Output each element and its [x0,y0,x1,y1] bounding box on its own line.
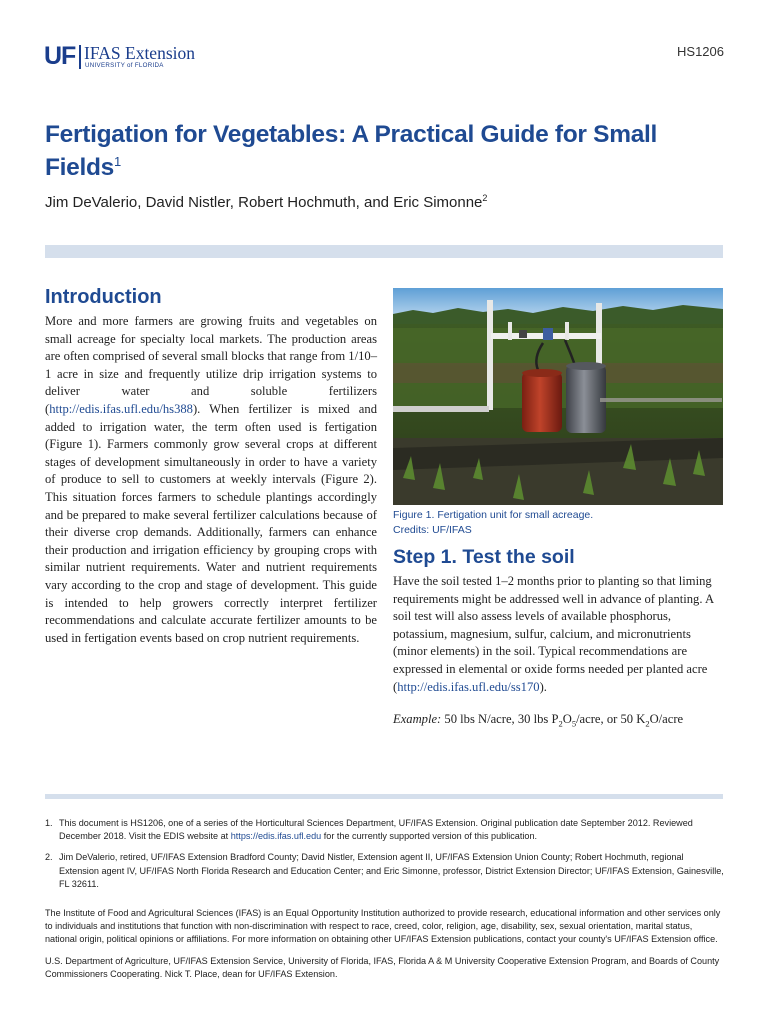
legal-equal-opportunity: The Institute of Food and Agricultural Sciences (IFAS) is an Equal Opportunity Institution authorized to provide research, educational information and other services only to individuals and institutions that function with non-discrimination with respect to race, creed, color, religion, age, disability, sex, sexual orientation, marital status, national origin, political opinions or affiliations. For more information on obtaining other UF/IFAS Extension publications, contact your county's UF/IFAS Extension office. [45,908,721,945]
step1-text-1: Have the soil tested 1–2 months prior to planting so that liming requirements might be addressed well in advance of planting. A soil test will also assess levels of available phosphorus, potassium, magnesium, sulfur, calcium, and micronutrients (minor elements) in the soil. Typical recommendations are expressed in elemental or oxide forms needed per planted acre ( [393,574,714,694]
page-title [45,118,735,184]
introduction-paragraph [45,313,377,647]
link-hs388[interactable]: http://edis.ifas.ufl.edu/hs388 [49,401,193,416]
title-footnote-mark: 1 [114,153,121,169]
footnote-number: 1. [45,818,53,828]
introduction-heading: Introduction [45,286,162,308]
introduction-body [45,313,377,647]
example-text-1: 50 lbs N/acre, 30 lbs P [441,712,559,726]
authors-text: Jim DeValerio, David Nistler, Robert Hochmuth, and Eric Simonne [45,194,483,211]
example-text-3: /acre, or 50 K [576,712,646,726]
footnote-2 [45,851,725,891]
legal-section [45,907,725,981]
figure1-caption-block [393,508,723,538]
authors-line [45,194,487,211]
link-edis[interactable]: https://edis.ifas.ufl.edu [230,831,322,842]
footnote-1-text-b: for the currently supported version of this publication. [321,831,538,842]
publication-number: HS1206 [677,44,724,59]
authors-footnote-mark: 2 [482,193,488,203]
footnote-number: 2. [45,852,53,863]
step1-body [393,573,723,696]
step1-example [393,711,723,728]
example-sub-1: 2 [558,718,563,729]
figure1-caption: Figure 1. Fertigation unit for small acreage. [393,509,594,521]
logo-university-text: UNIVERSITY of FLORIDA [85,62,164,69]
logo-ifas-text: IFAS Extension [84,43,195,63]
title-text: Fertigation for Vegetables: A Practical Guide for Small Fields [45,121,658,181]
example-text-4: O/acre [649,712,684,726]
logo-uf-text: UF [44,42,76,70]
header-divider-band [45,245,723,258]
intro-text-2: ). When fertilizer is mixed and added to irrigation water, the term often used is fertigation (Figure 1). Farmers commonly grow several crops at different stages of development simultaneously in order to have a variety of produce to sell to customers at weekly intervals (Figure 2). This situation forces farmers to schedule plantings accordingly and be prepared to make several fertilizer calculations because of their diverse crop demands. Additionally, farmers can enhance their production and irrigation efficiency by grouping crops with similar nutrient requirements. Water and nutrient requirements vary according to the crop and stage of development. This guide is intended to help growers correctly interpret fertilizer recommendations and calculate accurate fertilizer amounts to be used in fertigation events based on crop nutrient requirements. [45,401,377,645]
footer-divider-band [45,794,723,799]
legal-cooperating: U.S. Department of Agriculture, UF/IFAS Extension Service, University of Florida, IFAS, Florida A & M University Cooperative Extension Program, and Boards of County Commissioners Cooperating. Nick T. Place, dean for UF/IFAS Extension. [45,955,720,979]
example-sub-2: 5 [571,718,577,729]
step1-text-2: ). [539,679,547,694]
example-label: Example: [393,712,442,726]
figure1-credits: Credits: UF/IFAS [393,524,472,536]
footnotes-section [45,817,725,989]
footnote-1 [45,817,725,843]
link-ss170[interactable]: http://edis.ifas.ufl.edu/ss170 [397,679,540,694]
example-text-2: O [562,712,572,726]
step1-heading: Step 1. Test the soil [393,546,575,568]
footnote-1-text-a: This document is HS1206, one of a series of the Horticultural Sciences Department, UF/IFAS Extension. Original publication date September 2012. Reviewed December 2018. Visit the EDIS website at [59,818,693,842]
footnote-2-text: Jim DeValerio, retired, UF/IFAS Extension Bradford County; David Nistler, Extension agent II, UF/IFAS Extension Union County; Robert Hochmuth, regional Extension agent IV, UF/IFAS North Florida Research and Education Center; and Eric Simonne, professor, District Extension Director; UF/IFAS Extension, Gainesville, FL 32611. [59,852,724,889]
intro-text-1: More and more farmers are growing fruits and vegetables on small acreage for specialty local markets. The production areas are often comprised of several small blocks that range from 1/10–1 acre in size and frequently utilize drip irrigation systems to deliver water and soluble fertilizers ( [45,314,377,416]
figure1-photo [393,288,723,505]
example-sub-3: 2 [645,718,650,729]
logo-divider [79,45,81,69]
